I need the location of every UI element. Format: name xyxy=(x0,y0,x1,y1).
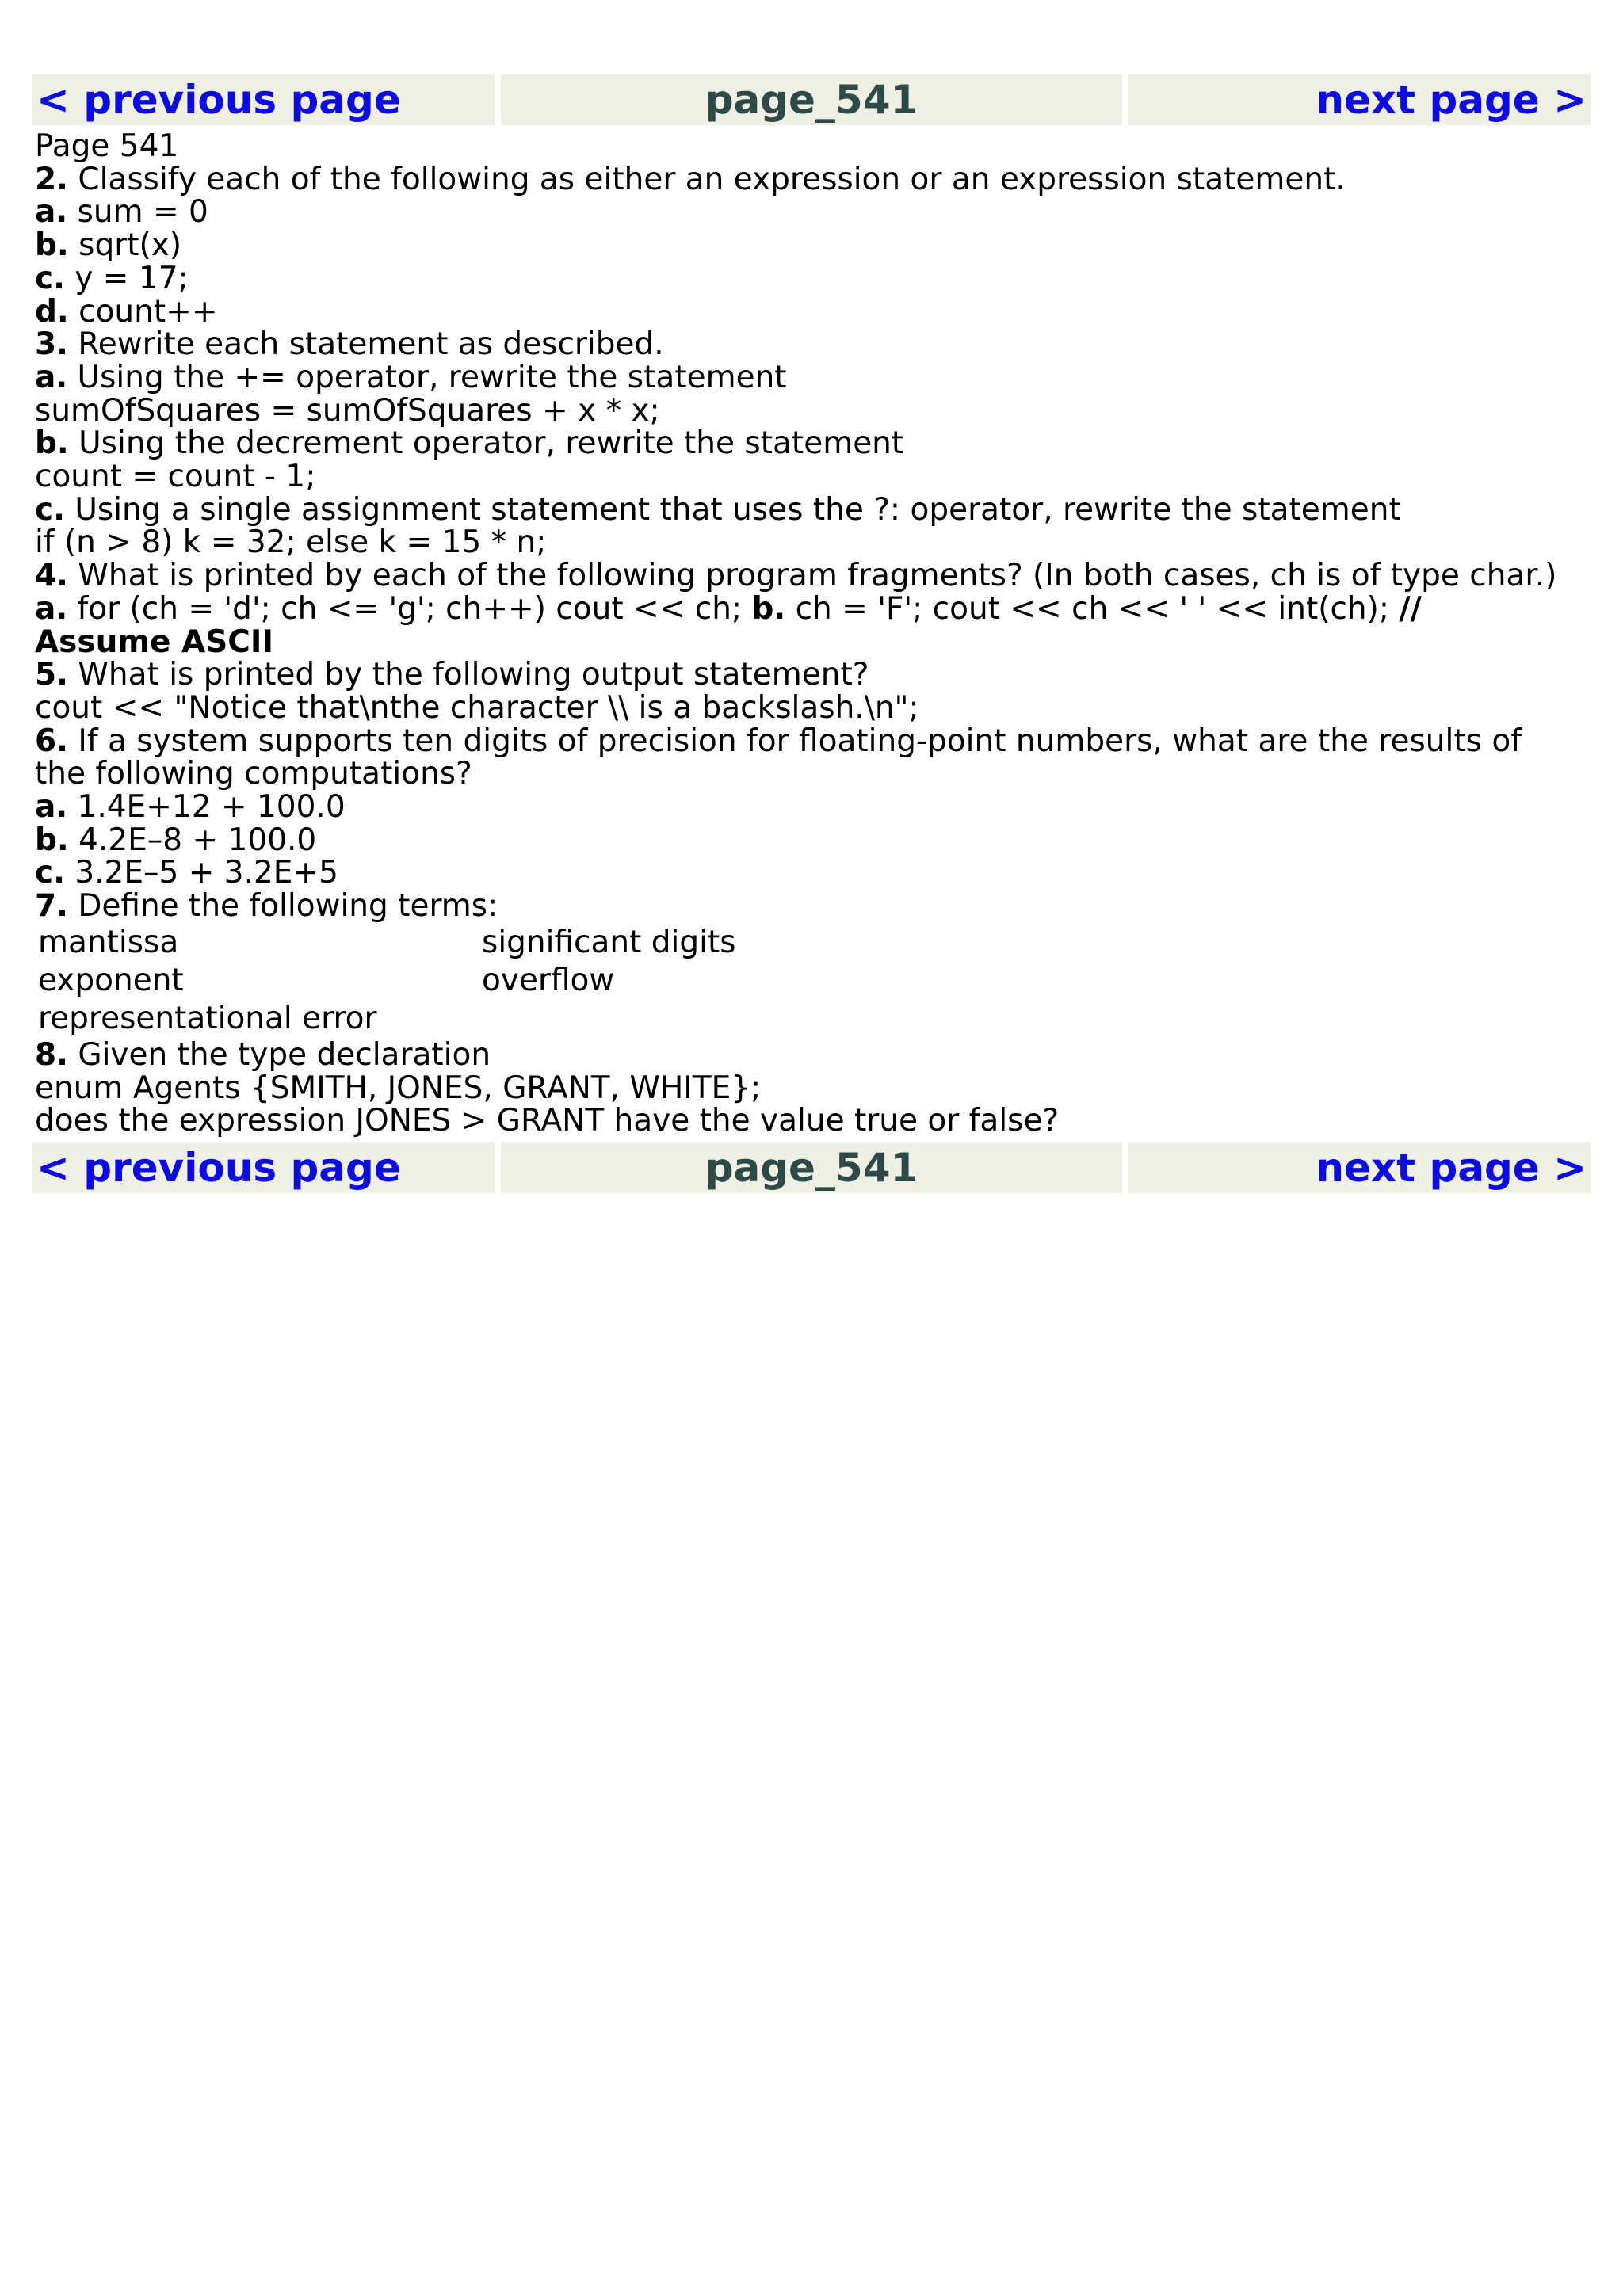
document-page xyxy=(32,74,1598,1193)
previous-page-link[interactable]: < previous page xyxy=(36,1144,401,1191)
question-number: 5. xyxy=(35,657,68,693)
question-6-item-b xyxy=(35,824,1598,857)
page-label: Page 541 xyxy=(35,128,179,164)
question-text: Define the following terms: xyxy=(67,888,498,925)
top-navigation-bar xyxy=(32,74,1598,125)
question-3 xyxy=(35,328,1598,361)
question-6-item-a xyxy=(35,791,1598,824)
question-7 xyxy=(35,890,1598,923)
terms-table xyxy=(38,926,1598,1035)
question-5 xyxy=(35,658,1598,692)
question-number: 4. xyxy=(35,558,68,594)
next-page-link[interactable]: next page > xyxy=(1316,1144,1587,1191)
item-text: Using the decrement operator, rewrite the statement xyxy=(68,425,904,462)
previous-page-link[interactable]: < previous page xyxy=(36,77,401,123)
item-text: Using a single assignment statement that uses the ?: operator, rewrite the statement xyxy=(64,491,1401,528)
term-cell: exponent xyxy=(38,962,184,998)
code-line: sumOfSquares = sumOfSquares + x * x; xyxy=(35,392,660,429)
item-label: a. xyxy=(35,359,68,395)
item-text: y = 17; xyxy=(64,260,189,296)
question-2-item-b xyxy=(35,229,1598,262)
item-text: Using the += operator, rewrite the statement xyxy=(67,359,787,395)
question-number: 2. xyxy=(35,161,68,197)
page-title: page_541 xyxy=(705,1144,918,1191)
bottom-nav-prev-cell xyxy=(32,1142,495,1193)
item-label: a. xyxy=(35,194,68,231)
item-label: c. xyxy=(35,855,65,891)
bottom-nav-next-cell xyxy=(1128,1142,1591,1193)
item-label: c. xyxy=(35,491,65,528)
question-text: Rewrite each statement as described. xyxy=(67,326,664,363)
item-label: a. xyxy=(35,590,68,627)
code-line: count = count - 1; xyxy=(35,459,316,495)
item-text: 1.4E+12 + 100.0 xyxy=(67,789,346,826)
question-3-item-a xyxy=(35,361,1598,395)
question-2-item-a xyxy=(35,196,1598,229)
item-label: b. xyxy=(751,590,786,627)
question-4 xyxy=(35,559,1598,593)
question-6 xyxy=(35,725,1541,791)
term-cell: representational error xyxy=(38,1000,377,1036)
item-label: b. xyxy=(35,822,69,858)
top-nav-title-cell xyxy=(501,74,1122,125)
term-cell: significant digits xyxy=(482,924,736,960)
question-8-prompt: does the expression JONES > GRANT have the value true or false? xyxy=(35,1103,1060,1139)
code-line: enum Agents {SMITH, JONES, GRANT, WHITE}; xyxy=(35,1070,762,1106)
question-2 xyxy=(35,163,1598,196)
question-3-item-b xyxy=(35,427,1598,460)
item-text: sqrt(x) xyxy=(68,227,182,264)
question-6-item-c xyxy=(35,856,1598,890)
question-text: What is printed by the following output statement? xyxy=(67,657,869,693)
question-number: 7. xyxy=(35,888,68,925)
question-number: 3. xyxy=(35,326,68,363)
item-label: d. xyxy=(35,293,69,330)
item-text: 3.2E–5 + 3.2E+5 xyxy=(64,855,338,891)
top-nav-prev-cell xyxy=(32,74,495,125)
question-8 xyxy=(35,1036,1598,1073)
top-nav-next-cell xyxy=(1128,74,1591,125)
term-cell: overflow xyxy=(482,962,615,998)
question-text: Classify each of the following as either an expression or an expression statement. xyxy=(67,161,1346,197)
term-cell: mantissa xyxy=(38,924,179,960)
question-text: If a system supports ten digits of precision for floating-point numbers, what are the results of the following computations? xyxy=(35,723,1522,792)
item-label: c. xyxy=(35,260,65,296)
page-title: page_541 xyxy=(705,77,918,123)
item-text: for (ch = 'd'; ch <= 'g'; ch++) cout << ch; xyxy=(67,590,752,627)
item-label: a. xyxy=(35,789,68,826)
question-2-item-c xyxy=(35,262,1598,296)
question-number: 8. xyxy=(35,1036,68,1073)
question-text: What is printed by each of the following program fragments? (In both cases, ch is of type char.) xyxy=(67,558,1557,594)
code-comment: // Assume ASCII xyxy=(35,590,1422,660)
page-content xyxy=(32,125,1598,1142)
next-page-link[interactable]: next page > xyxy=(1316,77,1587,123)
question-text: Given the type declaration xyxy=(67,1036,491,1073)
question-3-item-c xyxy=(35,491,1598,528)
item-text: ch = 'F'; cout << ch << ' ' << int(ch); xyxy=(785,590,1400,627)
bottom-nav-title-cell xyxy=(501,1142,1122,1193)
item-text: count++ xyxy=(68,293,218,330)
code-line: if (n > 8) k = 32; else k = 15 * n; xyxy=(35,524,547,561)
question-number: 6. xyxy=(35,723,68,759)
term-cell xyxy=(482,1002,957,1035)
question-2-item-d xyxy=(35,293,1598,330)
item-text: sum = 0 xyxy=(67,194,208,231)
question-4-fragments xyxy=(35,590,1541,660)
code-line: cout << "Notice that\nthe character \\ is a backslash.\n"; xyxy=(35,689,919,726)
item-text: 4.2E–8 + 100.0 xyxy=(68,822,317,858)
item-label: b. xyxy=(35,227,69,264)
bottom-navigation-bar xyxy=(32,1142,1598,1193)
item-label: b. xyxy=(35,425,69,462)
